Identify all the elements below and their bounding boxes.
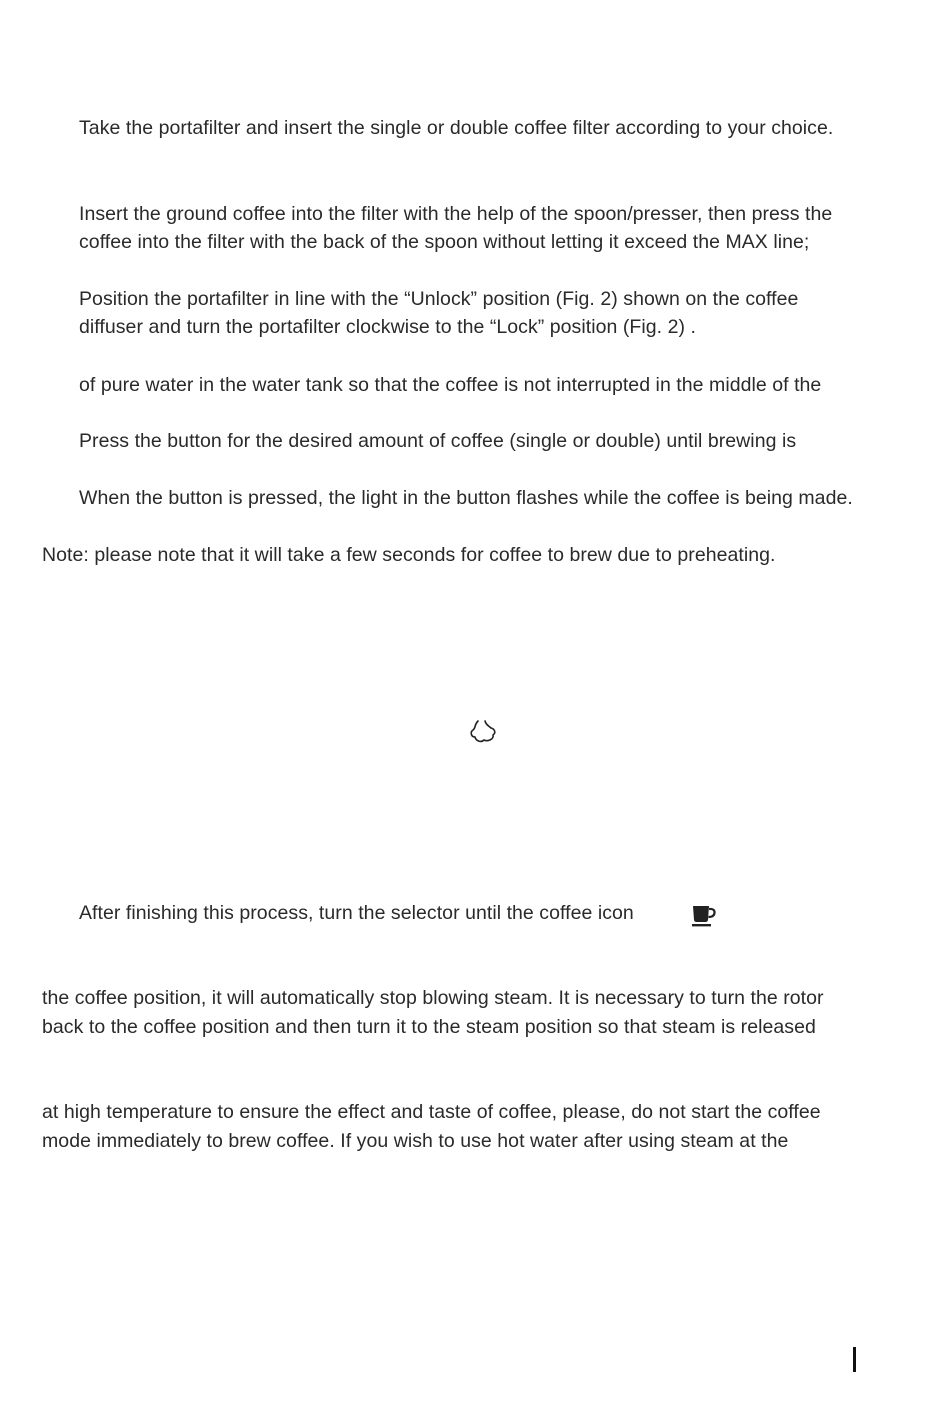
- temperature-text-line1: at high temperature to ensure the effect and taste of coffee, please, do not start the coffee: [42, 1101, 821, 1123]
- steam-icon: [468, 717, 498, 747]
- step-ground-text-line2: coffee into the filter with the back of the spoon without letting it exceed the MAX line;: [79, 231, 810, 253]
- step-light-text: When the button is pressed, the light in the button flashes while the coffee is being made.: [79, 487, 853, 509]
- coffee-cup-icon: [690, 902, 718, 928]
- step-press-text: Press the button for the desired amount of coffee (single or double) until brewing is: [79, 430, 797, 452]
- step-filter-text: Take the portafilter and insert the single or double coffee filter according to your choice.: [79, 117, 834, 139]
- rotor-text-line1: the coffee position, it will automatically stop blowing steam. It is necessary to turn the rotor: [42, 987, 824, 1009]
- step-position-text-line1: Position the portafilter in line with the “Unlock” position (Fig. 2) shown on the coffee: [79, 288, 799, 310]
- rotor-text-line2: back to the coffee position and then turn it to the steam position so that steam is released: [42, 1016, 816, 1038]
- preheat-note: Note: please note that it will take a few seconds for coffee to brew due to preheating.: [42, 544, 776, 566]
- step-ground-text-line1: Insert the ground coffee into the filter with the help of the spoon/presser, then press the: [79, 203, 833, 225]
- temperature-text-line2: mode immediately to brew coffee. If you wish to use hot water after using steam at the: [42, 1130, 789, 1152]
- after-process-text: After finishing this process, turn the selector until the coffee icon: [79, 902, 634, 924]
- page-marker-bar: [853, 1347, 856, 1372]
- step-water-text: of pure water in the water tank so that the coffee is not interrupted in the middle of the: [79, 374, 822, 396]
- step-position-text-line2: diffuser and turn the portafilter clockwise to the “Lock” position (Fig. 2) .: [79, 316, 696, 338]
